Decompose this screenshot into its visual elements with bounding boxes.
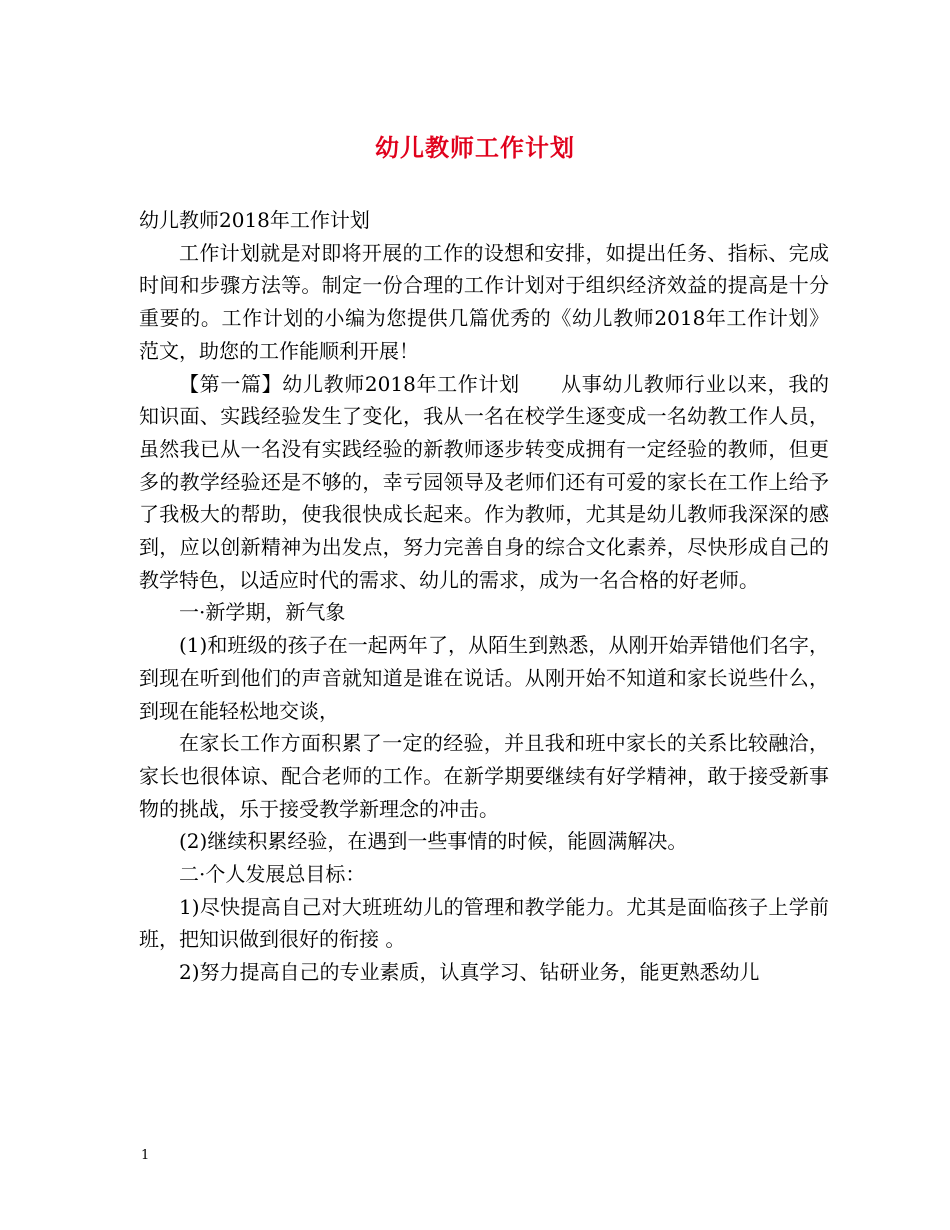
paragraph: 2)努力提高自己的专业素质，认真学习、钻研业务，能更熟悉幼儿 [179,960,760,985]
paragraph: 在家长工作方面积累了一定的经验，并且我和班中家长的关系比较融洽，家长也很体谅、配合老师的工作。在新学期要继续有好学精神，敢于接受新事物的挑战，乐于接受教学新理念的冲击。 [139,731,829,821]
section-heading: 一·新学期，新气象 [179,600,346,625]
paragraph: 幼儿教师2018年工作计划 [139,208,370,232]
paragraph: 1)尽快提高自己对大班班幼儿的管理和教学能力。尤其是面临孩子上学前班，把知识做到很好的衔接 。 [139,894,829,952]
document-body [139,204,829,989]
page-number: 1 [141,1148,150,1163]
paragraph: (2)继续积累经验，在遇到一些事情的时候，能圆满解决。 [179,829,688,854]
section-heading: 二·个人发展总目标： [179,862,366,887]
paragraph: (1)和班级的孩子在一起两年了，从陌生到熟悉，从刚开始弄错他们名字，到现在听到他们的声音就知道是谁在说话。从刚开始不知道和家长说些什么，到现在能轻松地交谈， [139,633,829,723]
paragraph: 工作计划就是对即将开展的工作的设想和安排，如提出任务、指标、完成时间和步骤方法等。制定一份合理的工作计划对于组织经济效益的提高是十分重要的。工作计划的小编为您提供几篇优秀的《幼儿教师2018年工作计划》范文，助您的工作能顺利开展！ [139,240,829,363]
document-title: 幼儿教师工作计划 [375,133,575,162]
paragraph: 【第一篇】幼儿教师2018年工作计划 从事幼儿教师行业以来，我的知识面、实践经验发生了变化，我从一名在校学生逐变成一名幼教工作人员，虽然我已从一名没有实践经验的新教师逐步转变成拥有一定经验的教师，但更多的教学经验还是不够的，幸亏园领导及老师们还有可爱的家长在工作上给予了我极大的帮助，使我很快成长起来。作为教师，尤其是幼儿教师我深深的感到，应以创新精神为出发点，努力完善自身的综合文化素养，尽快形成自己的教学特色，以适应时代的需求、幼儿的需求，成为一名合格的好老师。 [139,371,829,592]
